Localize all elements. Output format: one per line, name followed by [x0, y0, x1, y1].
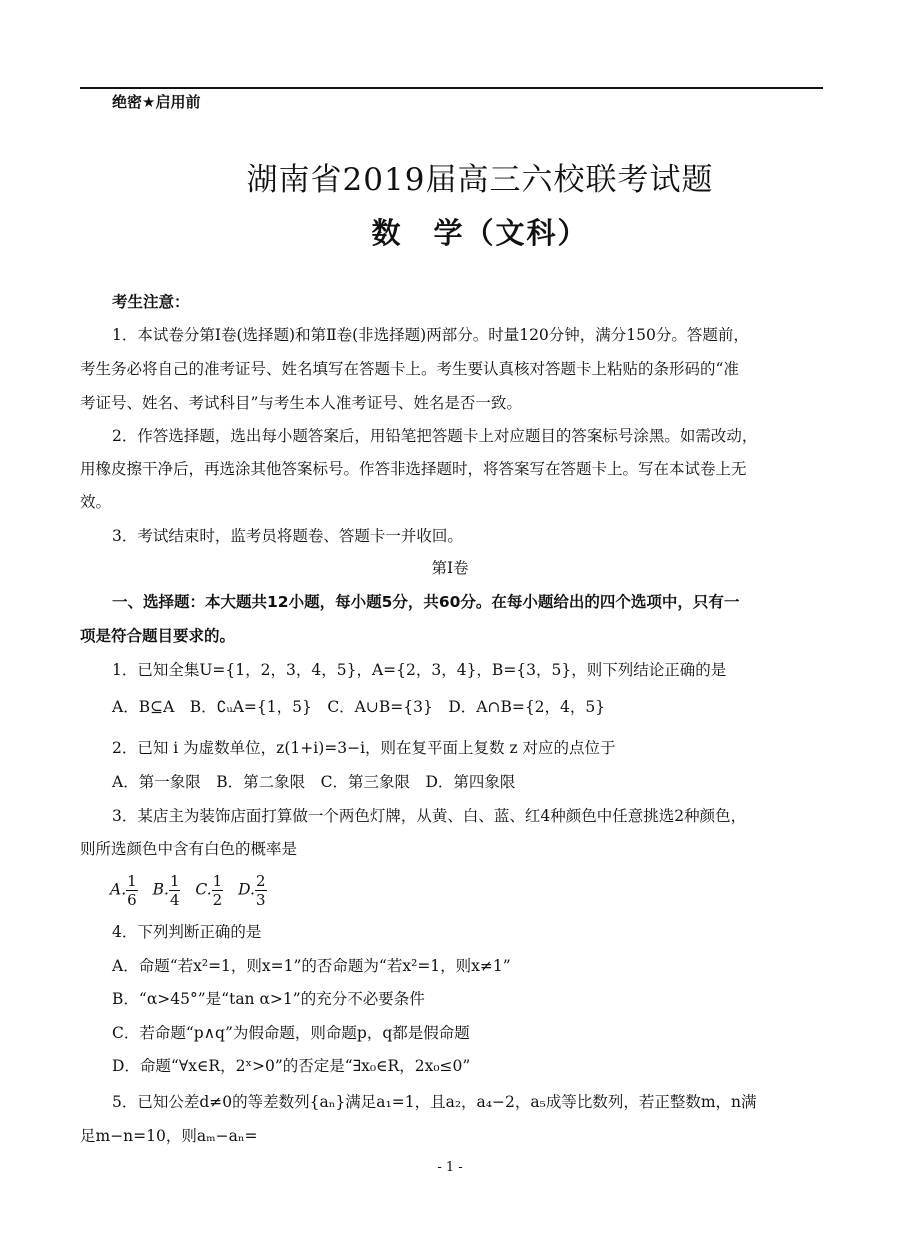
q3-option-c-den: 2 — [212, 891, 223, 909]
section1-line1: 一、选择题：本大题共12小题，每小题5分，共60分。在每小题给出的四个选项中，只有一 — [112, 593, 740, 611]
q1-options: A．B⊆A B．∁ᵤA={1，5} C．A∪B={3} D．A∩B={2，4，5} — [112, 698, 606, 716]
q3-option-d-den: 3 — [255, 891, 266, 909]
q3-option-c-label: C. — [195, 880, 212, 899]
q4-option-a: A．命题“若x²=1，则x=1”的否命题为“若x²=1，则x≠1” — [112, 957, 511, 975]
q4-option-c: C．若命题“p∧q”为假命题，则命题p，q都是假命题 — [112, 1024, 470, 1042]
q3-option-b-num: 1 — [169, 872, 180, 890]
q1-stem: 1．已知全集U={1，2，3，4，5}，A={2，3，4}，B={3，5}，则下列结论正确的是 — [112, 661, 727, 679]
q3-option-b-den: 4 — [169, 891, 180, 909]
q3-option-d-label: D. — [238, 880, 255, 899]
notice-heading: 考生注意： — [112, 293, 190, 311]
notice-p2-line2: 用橡皮擦干净后，再选涂其他答案标号。作答非选择题时，将答案写在答题卡上。写在本试卷上无 — [80, 460, 747, 478]
q3-option-d-num: 2 — [255, 872, 266, 890]
q3-stem-line1: 3．某店主为装饰店面打算做一个两色灯牌，从黄、白、蓝、红4种颜色中任意挑选2种颜色， — [112, 807, 747, 825]
exam-title: 湖南省2019届高三六校联考试题 — [246, 162, 714, 198]
notice-p3: 3．考试结束时，监考员将题卷、答题卡一并收回。 — [112, 527, 463, 545]
q3-stem-line2: 则所选颜色中含有白色的概率是 — [80, 840, 298, 858]
notice-p2-line3: 效。 — [80, 493, 112, 511]
header-rule — [80, 87, 823, 89]
notice-p1-line1: 1．本试卷分第Ⅰ卷(选择题)和第Ⅱ卷(非选择题)两部分。时量120分钟，满分150分。答题前， — [112, 326, 749, 344]
q4-option-b: B．“α>45°”是“tan α>1”的充分不必要条件 — [112, 990, 425, 1008]
q3-option-d-fraction — [255, 872, 267, 909]
q2-options: A．第一象限 B．第二象限 C．第三象限 D．第四象限 — [112, 773, 516, 791]
q3-option-c-num: 1 — [212, 872, 223, 890]
exam-subtitle: 数 学（文科） — [371, 216, 589, 250]
section1-line2: 项是符合题目要求的。 — [80, 627, 236, 645]
q3-option-a-fraction — [126, 872, 138, 909]
page-number: - 1 - — [437, 1160, 463, 1175]
q4-option-d: D．命题“∀x∈R，2ˣ>0”的否定是“∃x₀∈R，2x₀≤0” — [112, 1057, 471, 1075]
secret-label: 绝密★启用前 — [112, 93, 201, 111]
q5-stem-line1: 5．已知公差d≠0的等差数列{aₙ}满足a₁=1，且a₂，a₄−2，a₅成等比数列，若正整数m，n满 — [112, 1093, 757, 1111]
q3-option-a-den: 6 — [127, 891, 137, 909]
volume-label: 第Ⅰ卷 — [431, 559, 469, 577]
notice-p2-line1: 2．作答选择题，选出每小题答案后，用铅笔把答题卡上对应题目的答案标号涂黑。如需改动， — [112, 427, 758, 445]
q3-option-b-fraction — [169, 872, 181, 909]
q3-option-a-label: A. — [110, 880, 127, 899]
q3-option-c-fraction — [212, 872, 224, 909]
q3-options — [110, 872, 277, 909]
q5-stem-line2: 足m−n=10，则aₘ−aₙ= — [80, 1127, 258, 1145]
notice-p1-line3: 考证号、姓名、考试科目”与考生本人准考证号、姓名是否一致。 — [80, 394, 522, 412]
q3-option-b-label: B. — [152, 880, 169, 899]
q4-stem: 4．下列判断正确的是 — [112, 923, 262, 941]
q2-stem: 2．已知 i 为虚数单位，z(1+i)=3−i，则在复平面上复数 z 对应的点位于 — [112, 739, 616, 757]
q3-option-a-num: 1 — [127, 872, 137, 890]
notice-p1-line2: 考生务必将自己的准考证号、姓名填写在答题卡上。考生要认真核对答题卡上粘贴的条形码的“准 — [80, 360, 739, 378]
